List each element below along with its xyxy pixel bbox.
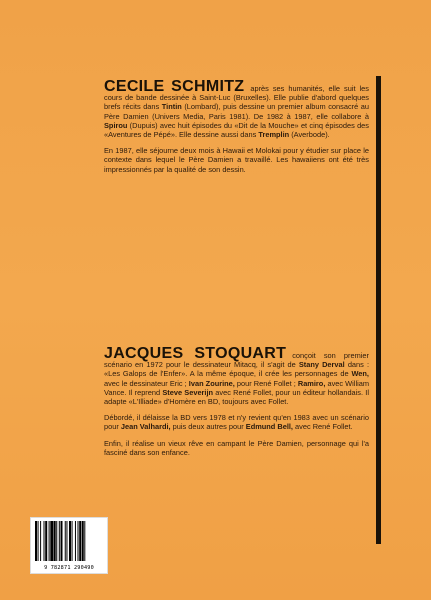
- text-run: (Lombard), puis dessine un premier album consacré au Père Damien (Univers Media, Paris 1981). De 1982 à 1987, elle collabore à: [104, 102, 369, 121]
- text-run: dans : «Les Galops de l'Enfer». A la même époque, il crée les personnages de: [104, 360, 370, 379]
- barcode-bars: [35, 521, 103, 561]
- bold-title: Wen,: [351, 369, 369, 379]
- bio-paragraph: [104, 78, 369, 140]
- bio-paragraph: [104, 345, 370, 407]
- author-name: CECILE SCHMITZ: [104, 78, 245, 95]
- bold-title: Stany Derval: [298, 360, 345, 370]
- bold-title: Ramiro,: [297, 378, 326, 388]
- bold-title: Ivan Zourine,: [188, 378, 235, 388]
- bold-title: Tintin: [161, 102, 182, 112]
- isbn-barcode: [30, 517, 108, 574]
- bold-title: Steve Severijn: [162, 387, 214, 397]
- text-run: avec William Vance. Il reprend: [104, 378, 369, 397]
- text-run: avec le dessinateur Eric ;: [104, 378, 189, 388]
- bio-paragraph: Enfin, il réalise un vieux rêve en campant le Père Damien, personnage qui l'a fasciné dans son enfance.: [104, 438, 369, 457]
- text-run: avec René Follet.: [293, 422, 353, 432]
- bio-jacques-stoquart: [104, 345, 370, 464]
- bio-paragraph: En 1987, elle séjourne deux mois à Hawaii et Molokai pour y étudier sur place le contexte dans lequel le Père Damien a travaillé. Les hawaiiens ont été très impressionnés par la qualité de son dessin.: [104, 146, 369, 174]
- text-run: (Dupuis) avec huit épisodes du «Dit de la Mouche» et cinq épisodes des «Aventures de Pépé». Elle dessine aussi dans: [104, 120, 369, 140]
- text-run: conçoit son premier scénario en 1972 pour le dessinateur Mitacq, il s'agit de: [104, 351, 369, 370]
- text-run: (Averbode).: [289, 130, 330, 140]
- text-run: avec René Follet, pour un éditeur hollandais. Il adapte «L'Illiade» d'Homère en BD, toujours avec Follet.: [104, 387, 369, 407]
- bold-title: Jean Valhardi,: [120, 422, 171, 432]
- author-name: JACQUES STOQUART: [104, 345, 287, 362]
- barcode-number: 9 782871 290490: [44, 565, 94, 571]
- text-run: après ses humanités, elle suit les cours de bande dessinée à Saint-Luc (Bruxelles). Elle publie d'abord quelques brefs récits dans: [104, 84, 369, 112]
- text-run: Débordé, il délaisse la BD vers 1978 et n'y revient qu'en 1983 avec un scénario pour: [104, 413, 369, 432]
- bold-title: Edmund Bell,: [245, 422, 293, 432]
- bio-paragraph: [104, 413, 369, 431]
- bold-title: Tremplin: [258, 130, 290, 140]
- text-run: puis deux autres pour: [170, 422, 246, 432]
- bold-title: Spirou: [104, 120, 128, 130]
- text-run: pour René Follet ;: [234, 378, 298, 388]
- vertical-black-rule: [376, 76, 381, 544]
- bio-cecile-schmitz: [104, 78, 369, 181]
